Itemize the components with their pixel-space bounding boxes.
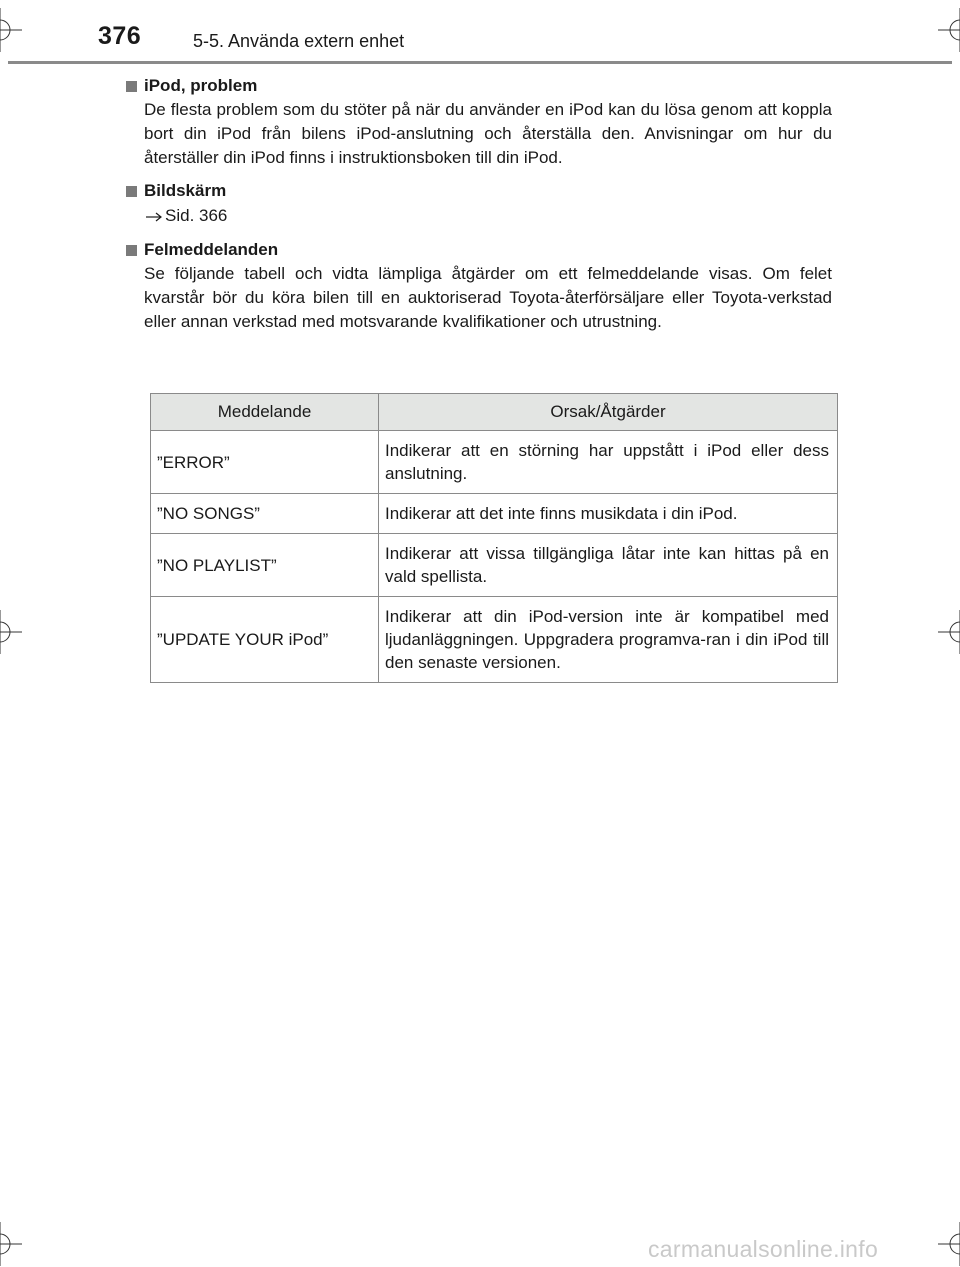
registration-mark-icon (938, 610, 960, 654)
table-row (151, 597, 838, 683)
section-heading (126, 74, 832, 98)
registration-mark-icon (0, 8, 22, 52)
table-row (151, 431, 838, 494)
right-arrow-icon (144, 210, 164, 222)
square-bullet-icon (126, 81, 137, 92)
section-heading-text: iPod, problem (144, 76, 258, 95)
table-header-row (151, 394, 838, 431)
square-bullet-icon (126, 186, 137, 197)
table-cell-cause: Indikerar att det inte finns musikdata i din iPod. (379, 494, 838, 534)
table-row (151, 494, 838, 534)
registration-mark-icon (938, 8, 960, 52)
section-heading-text: Felmeddelanden (144, 240, 279, 259)
watermark: carmanualsonline.info (648, 1236, 879, 1262)
section-title: 5-5. Använda extern enhet (193, 31, 405, 51)
section-bildskarm (126, 179, 832, 229)
column-header-message: Meddelande (151, 394, 379, 431)
section-paragraph: De flesta problem som du stöter på när du använder en iPod kan du lösa genom att koppla bort din iPod från bilens iPod-anslutning och återställa den. Anvisningar om hur du återställer din iPod finns i instruktionsboken till din iPod. (144, 100, 832, 167)
page-content (126, 74, 832, 343)
square-bullet-icon (126, 245, 137, 256)
table-cell-message: ”ERROR” (151, 431, 379, 494)
table-cell-cause: Indikerar att din iPod-version inte är kompatibel med ljudanläggningen. Uppgradera programva-ran i din iPod till den senaste versionen. (379, 597, 838, 683)
section-paragraph: Se följande tabell och vidta lämpliga åtgärder om ett felmeddelande visas. Om felet kvarstår bör du köra bilen till en auktoriserad Toyota-återförsäljare eller Toyota-verkstad eller annan verkstad med motsvarande kvalifikationer och utrustning. (144, 264, 832, 331)
section-ipod-problem (126, 74, 832, 170)
section-felmeddelanden (126, 238, 832, 334)
section-heading (126, 238, 832, 262)
table-cell-message: ”UPDATE YOUR iPod” (151, 597, 379, 683)
header-divider (8, 61, 952, 64)
registration-mark-icon (0, 1222, 22, 1266)
registration-mark-icon (938, 1222, 960, 1266)
table-cell-cause: Indikerar att vissa tillgängliga låtar inte kan hittas på en vald spellista. (379, 534, 838, 597)
table-cell-message: ”NO PLAYLIST” (151, 534, 379, 597)
table-row (151, 534, 838, 597)
column-header-cause: Orsak/Åtgärder (379, 394, 838, 431)
section-heading-text: Bildskärm (144, 181, 227, 200)
table-cell-message: ”NO SONGS” (151, 494, 379, 534)
page-reference (144, 203, 832, 229)
page-number: 376 (98, 22, 142, 50)
error-message-table (150, 393, 838, 683)
table-cell-cause: Indikerar att en störning har uppstått i iPod eller dess anslutning. (379, 431, 838, 494)
section-heading (126, 179, 832, 203)
page-reference-link[interactable]: Sid. 366 (165, 206, 228, 225)
registration-mark-icon (0, 610, 22, 654)
